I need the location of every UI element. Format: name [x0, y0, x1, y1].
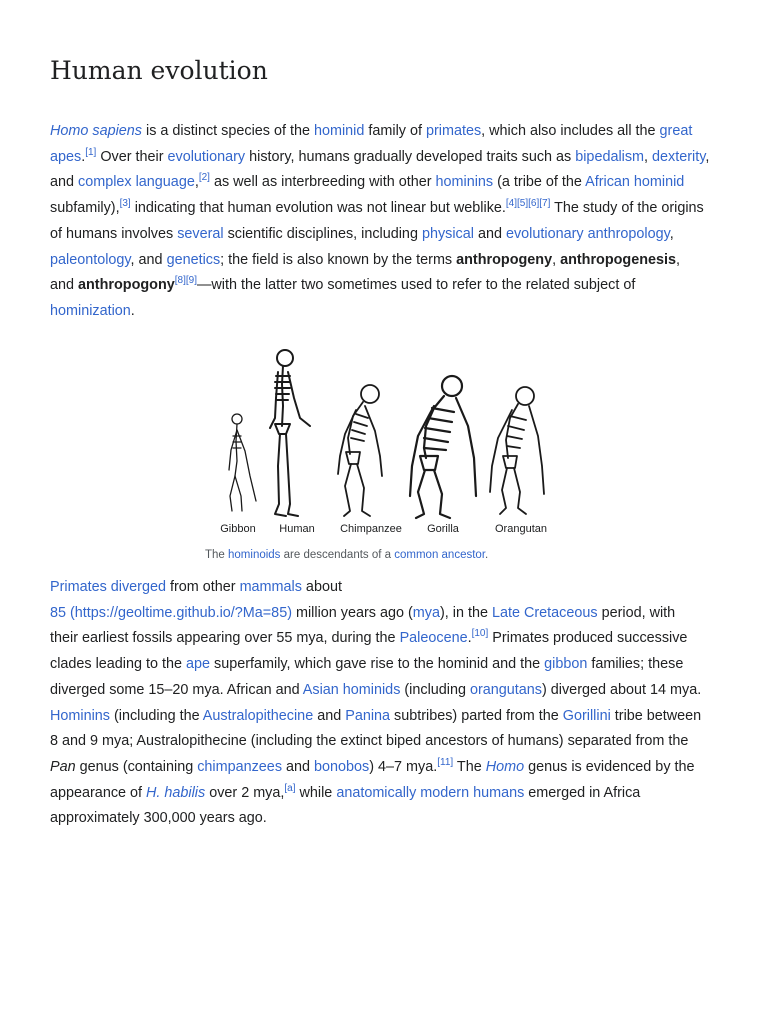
citation-5[interactable]: [5] [517, 198, 529, 210]
link-paleontology[interactable]: paleontology [50, 251, 131, 268]
label-gibbon: Gibbon [220, 523, 256, 535]
chimpanzee-skeleton [338, 385, 382, 516]
primates-paragraph [50, 575, 701, 832]
link-hominoids[interactable]: hominoids [228, 549, 281, 561]
intro-line-4: subfamily),[3] indicating that human evolution was not linear but weblike.[4][5][6][7] The study of the origins [50, 198, 704, 217]
intro-line-7: and anthropogony[8][9]—with the latter two sometimes used to refer to the related subject of [50, 275, 636, 294]
p2-line-9: appearance of H. habilis over 2 mya,[a] while anatomically modern humans emerged in Africa [50, 782, 641, 801]
link-late-cretaceous[interactable]: Late Cretaceous [491, 604, 598, 621]
link-evolutionary-anthropology[interactable]: evolutionary anthropology [505, 225, 670, 242]
link-physical[interactable]: physical [421, 225, 474, 242]
label-orangutan: Orangutan [495, 523, 547, 535]
link-gorillini[interactable]: Gorillini [562, 707, 611, 724]
intro-line-5: of humans involves several scientific disciplines, including physical and evolutionary anthropology, [50, 225, 674, 242]
link-ape[interactable]: ape [186, 656, 211, 673]
link-homo-sapiens[interactable]: Homo sapiens [50, 123, 142, 139]
citation-4[interactable]: [4] [505, 198, 518, 210]
link-great-apes[interactable]: great [659, 123, 693, 139]
link-h-habilis[interactable]: H. habilis [146, 784, 206, 801]
term-anthropogeny: anthropogeny [456, 251, 553, 268]
p2-line-7: 8 and 9 mya; Australopithecine (including the extinct biped ancestors of humans) separated from the [50, 733, 689, 750]
p2-line-5: diverged some 15–20 mya. African and Asian hominids (including orangutans) diverged about 14 mya. [50, 681, 702, 698]
link-panina[interactable]: Panina [345, 707, 391, 724]
link-genetics[interactable]: genetics [166, 251, 221, 268]
term-anthropogony: anthropogony [78, 277, 175, 294]
link-bipedalism[interactable]: bipedalism [575, 148, 645, 165]
p2-line-6: Hominins (including the Australopithecine and Panina subtribes) parted from the Gorillini tribe between [50, 707, 702, 724]
link-chimpanzees[interactable]: chimpanzees [197, 758, 283, 775]
citation-11[interactable]: [11] [437, 757, 454, 769]
term-anthropogenesis: anthropogenesis [560, 251, 677, 268]
link-australopithecine[interactable]: Australopithecine [202, 707, 314, 724]
hominoid-figure[interactable] [220, 346, 565, 541]
intro-line-2: apes.[1] Over their evolutionary history, humans gradually developed traits such as bipedalism, dexterity, [50, 146, 710, 165]
citation-3[interactable]: [3] [119, 198, 131, 210]
link-common-ancestor[interactable]: common ancestor [394, 549, 486, 561]
page-title: Human evolution [50, 56, 268, 85]
p2-line-8: Pan genus (containing chimpanzees and bonobos) 4–7 mya.[11] The Homo genus is evidenced by the [50, 757, 695, 775]
gorilla-skeleton [410, 376, 476, 518]
link-great-apes-2[interactable]: apes [50, 148, 82, 165]
link-primates[interactable]: primates [425, 123, 482, 139]
link-gibbon[interactable]: gibbon [544, 656, 588, 673]
link-african-hominid[interactable]: African hominid [585, 174, 685, 191]
p2-line-10: approximately 300,000 years ago. [50, 810, 267, 827]
link-hominins[interactable]: hominins [435, 174, 494, 191]
link-geoltime[interactable]: 85 (https://geoltime.github.io/?Ma=85) [50, 604, 292, 621]
citation-1[interactable]: [1] [85, 146, 97, 158]
intro-line-3: and complex language,[2] as well as interbreeding with other hominins (a tribe of the African hominid [50, 172, 685, 191]
link-dexterity[interactable]: dexterity [652, 148, 706, 165]
label-chimpanzee: Chimpanzee [340, 523, 402, 535]
link-complex-language[interactable]: complex language [78, 174, 195, 191]
citation-8[interactable]: [8] [174, 275, 186, 287]
citation-10[interactable]: [10] [471, 628, 489, 640]
link-orangutans[interactable]: orangutans [469, 681, 542, 698]
label-human: Human [279, 523, 315, 535]
link-primates-diverged[interactable]: Primates diverged [50, 579, 166, 595]
link-several[interactable]: several [177, 225, 224, 242]
orangutan-skeleton [490, 387, 544, 514]
link-hominins-2[interactable]: Hominins [50, 707, 110, 724]
p2-line-1: Primates diverged from other mammals about [50, 579, 342, 595]
link-homo[interactable]: Homo [485, 758, 525, 775]
link-anatomically-modern-humans[interactable]: anatomically modern humans [336, 784, 525, 801]
link-hominid[interactable]: hominid [313, 123, 365, 139]
intro-line-8: hominization. [50, 302, 135, 319]
citation-2[interactable]: [2] [198, 172, 210, 184]
figure-caption: The hominoids are descendants of a common ancestor. [205, 549, 489, 561]
citation-9[interactable]: [9] [185, 275, 197, 287]
human-skeleton [270, 350, 310, 516]
intro-line-1: Homo sapiens is a distinct species of the hominid family of primates, which also includes all the great [50, 123, 693, 139]
skeletons-image [220, 346, 565, 541]
p2-line-4: clades leading to the ape superfamily, which gave rise to the hominid and the gibbon families; these [50, 656, 684, 673]
label-gorilla: Gorilla [427, 523, 459, 535]
link-mammals[interactable]: mammals [239, 579, 302, 595]
p2-line-2: 85 (https://geoltime.github.io/?Ma=85) million years ago (mya), in the Late Cretaceous period, with [50, 604, 676, 621]
link-bonobos[interactable]: bonobos [314, 758, 370, 775]
link-evolutionary[interactable]: evolutionary [167, 148, 246, 165]
link-hominization[interactable]: hominization [50, 302, 131, 319]
link-mya[interactable]: mya [412, 604, 440, 621]
citation-7[interactable]: [7] [539, 198, 551, 210]
intro-line-6: paleontology, and genetics; the field is also known by the terms anthropogeny, anthropogenesis, [50, 251, 681, 268]
link-asian-hominids[interactable]: Asian hominids [302, 681, 401, 698]
gibbon-skeleton [229, 414, 256, 511]
p2-line-3: their earliest fossils appearing over 55 mya, during the Paleocene.[10] Primates produced successive [50, 628, 688, 647]
citation-6[interactable]: [6] [528, 198, 540, 210]
note-a[interactable]: [a] [284, 782, 296, 794]
intro-paragraph [50, 119, 709, 325]
link-paleocene[interactable]: Paleocene [399, 630, 468, 647]
